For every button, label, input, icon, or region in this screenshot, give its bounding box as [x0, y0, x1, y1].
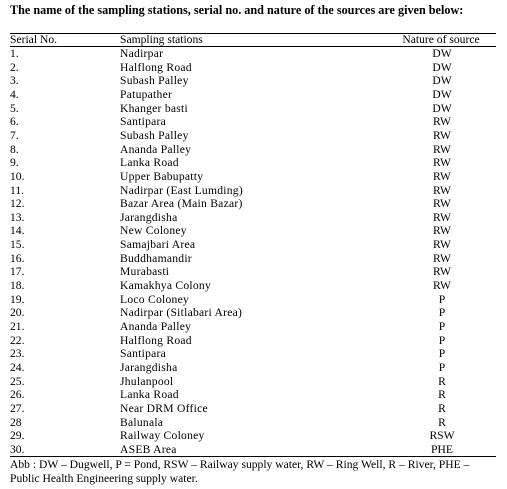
table-row — [10, 402, 496, 416]
nature-of-source-cell: P — [438, 347, 446, 361]
nature-of-source-cell: RW — [432, 128, 452, 142]
sampling-station-cell: Upper Babupatty — [120, 169, 204, 183]
table-row — [10, 279, 496, 293]
table-row — [10, 293, 496, 307]
sampling-station-cell: Bazar Area (Main Bazar) — [120, 197, 243, 211]
nature-of-source-cell: RW — [432, 265, 452, 279]
table-row — [10, 361, 496, 375]
serial-no-cell: 20. — [10, 306, 25, 320]
nature-of-source-cell: RW — [432, 251, 452, 265]
serial-no-cell: 9. — [10, 156, 19, 170]
serial-no-cell: 5. — [10, 101, 19, 115]
sampling-station-cell: Subash Palley — [120, 74, 189, 88]
table-row — [10, 143, 496, 157]
nature-of-source-cell: RW — [432, 115, 452, 129]
table-row — [10, 347, 496, 361]
nature-of-source-cell: RW — [432, 224, 452, 238]
table-row — [10, 184, 496, 198]
sampling-station-cell: Ananda Palley — [120, 320, 192, 333]
serial-no-cell: 29. — [10, 429, 25, 443]
serial-no-cell: 18. — [10, 279, 25, 293]
header-sampling-stations: Sampling stations — [120, 33, 203, 46]
table-row — [10, 61, 496, 75]
sampling-station-cell: Nadirpar (East Lumding) — [120, 183, 243, 197]
serial-no-cell: 17. — [10, 265, 25, 279]
serial-no-cell: 26. — [10, 388, 25, 402]
table-row — [10, 265, 496, 279]
sampling-station-cell: Jarangdisha — [120, 360, 178, 374]
serial-no-cell: 23. — [10, 347, 25, 361]
sampling-station-cell: Subash Palley — [120, 128, 189, 142]
serial-no-cell: 10. — [10, 169, 25, 183]
nature-of-source-cell: P — [438, 360, 446, 374]
table-row — [10, 224, 496, 238]
table-row — [10, 197, 496, 211]
sampling-station-cell: Buddhamandir — [120, 251, 192, 265]
nature-of-source-cell: RW — [432, 238, 452, 252]
nature-of-source-cell: DW — [432, 87, 452, 101]
sampling-station-cell: Khanger basti — [120, 101, 188, 115]
header-serial-no: Serial No. — [10, 33, 58, 46]
table-row — [10, 388, 496, 402]
sampling-station-cell: Kamakhya Colony — [120, 279, 212, 293]
sampling-station-cell: Ananda Palley — [120, 142, 192, 156]
serial-no-cell: 21. — [10, 320, 25, 333]
nature-of-source-cell: P — [438, 320, 446, 333]
sampling-station-cell: Railway Coloney — [120, 429, 205, 443]
sampling-station-cell: New Coloney — [120, 224, 187, 238]
serial-no-cell: 12. — [10, 197, 25, 211]
sampling-station-cell: Halflong Road — [120, 333, 192, 347]
serial-no-cell: 14. — [10, 224, 25, 238]
table-row — [10, 334, 496, 348]
serial-no-cell: 6. — [10, 115, 19, 129]
table-row — [10, 238, 496, 252]
nature-of-source-cell: DW — [432, 60, 452, 74]
sampling-station-cell: Murabasti — [120, 265, 170, 279]
table-row — [10, 88, 496, 102]
sampling-station-cell: Lanka Road — [120, 388, 179, 402]
serial-no-cell: 30. — [10, 442, 25, 456]
sampling-station-cell: Lanka Road — [120, 156, 179, 170]
table-row — [10, 170, 496, 184]
nature-of-source-cell: DW — [432, 101, 452, 115]
table-row — [10, 443, 496, 457]
header-nature-of-source: Nature of source — [402, 33, 480, 46]
nature-of-source-cell: R — [438, 388, 446, 402]
table-row — [10, 320, 496, 334]
table-row — [10, 156, 496, 170]
nature-of-source-cell: P — [438, 333, 446, 347]
nature-of-source-cell: R — [438, 374, 446, 388]
nature-of-source-cell: RW — [432, 279, 452, 293]
nature-of-source-cell: R — [438, 401, 446, 415]
sampling-station-cell: Patupather — [120, 87, 173, 101]
table-row — [10, 306, 496, 320]
sampling-station-cell: Near DRM Office — [120, 401, 208, 415]
nature-of-source-cell: PHE — [431, 442, 453, 456]
table-row — [10, 102, 496, 116]
sampling-station-cell: Samajbari Area — [120, 238, 196, 252]
nature-of-source-cell: RW — [432, 169, 452, 183]
table-row — [10, 429, 496, 443]
serial-no-cell: 22. — [10, 333, 25, 347]
serial-no-cell: 1. — [10, 47, 19, 60]
serial-no-cell: 24. — [10, 360, 25, 374]
serial-no-cell: 11. — [10, 183, 25, 197]
table-row — [10, 375, 496, 389]
nature-of-source-cell: RW — [432, 156, 452, 170]
nature-of-source-cell: DW — [432, 47, 452, 60]
table-row — [10, 115, 496, 129]
serial-no-cell: 3. — [10, 74, 19, 88]
serial-no-cell: 27. — [10, 401, 25, 415]
serial-no-cell: 7. — [10, 128, 19, 142]
sampling-station-cell: Jarangdisha — [120, 210, 178, 224]
sampling-station-cell: Santipara — [120, 115, 167, 129]
nature-of-source-cell: RW — [432, 142, 452, 156]
document-heading: The name of the sampling stations, serial no. and nature of the sources are given below: — [10, 3, 464, 17]
serial-no-cell: 13. — [10, 210, 25, 224]
serial-no-cell: 4. — [10, 87, 19, 101]
sampling-station-cell: Nadirpar — [120, 47, 164, 60]
sampling-station-cell: Santipara — [120, 347, 167, 361]
serial-no-cell: 25. — [10, 374, 25, 388]
sampling-station-cell: Jhulanpool — [120, 374, 174, 388]
nature-of-source-cell: DW — [432, 74, 452, 88]
sampling-station-cell: Nadirpar (Sitlabari Area) — [120, 306, 243, 320]
sampling-station-cell: Balunala — [120, 415, 164, 429]
nature-of-source-cell: P — [438, 306, 446, 320]
serial-no-cell: 8. — [10, 142, 19, 156]
table-header-row — [10, 33, 496, 47]
table-row — [10, 47, 496, 61]
table-row — [10, 252, 496, 266]
table-row — [10, 416, 496, 430]
serial-no-cell: 2. — [10, 60, 19, 74]
nature-of-source-cell: RW — [432, 210, 452, 224]
nature-of-source-cell: RW — [432, 183, 452, 197]
sampling-station-cell: Loco Coloney — [120, 292, 190, 306]
serial-no-cell: 19. — [10, 292, 25, 306]
table-row — [10, 211, 496, 225]
serial-no-cell: 15. — [10, 238, 25, 252]
nature-of-source-cell: R — [438, 415, 446, 429]
sampling-station-cell: ASEB Area — [120, 442, 177, 456]
nature-of-source-cell: RSW — [429, 429, 455, 443]
serial-no-cell: 16. — [10, 251, 25, 265]
serial-no-cell: 28 — [10, 415, 22, 429]
table-bottom-rule — [10, 456, 496, 457]
table-row — [10, 129, 496, 143]
nature-of-source-cell: RW — [432, 197, 452, 211]
abbreviation-note: Abb : DW – Dugwell, P = Pond, RSW – Railway supply water, RW – Ring Well, R – River, PHE – Public Health Engineering supply water. — [10, 458, 470, 485]
table-row — [10, 74, 496, 88]
sampling-station-cell: Halflong Road — [120, 60, 192, 74]
nature-of-source-cell: P — [438, 292, 446, 306]
